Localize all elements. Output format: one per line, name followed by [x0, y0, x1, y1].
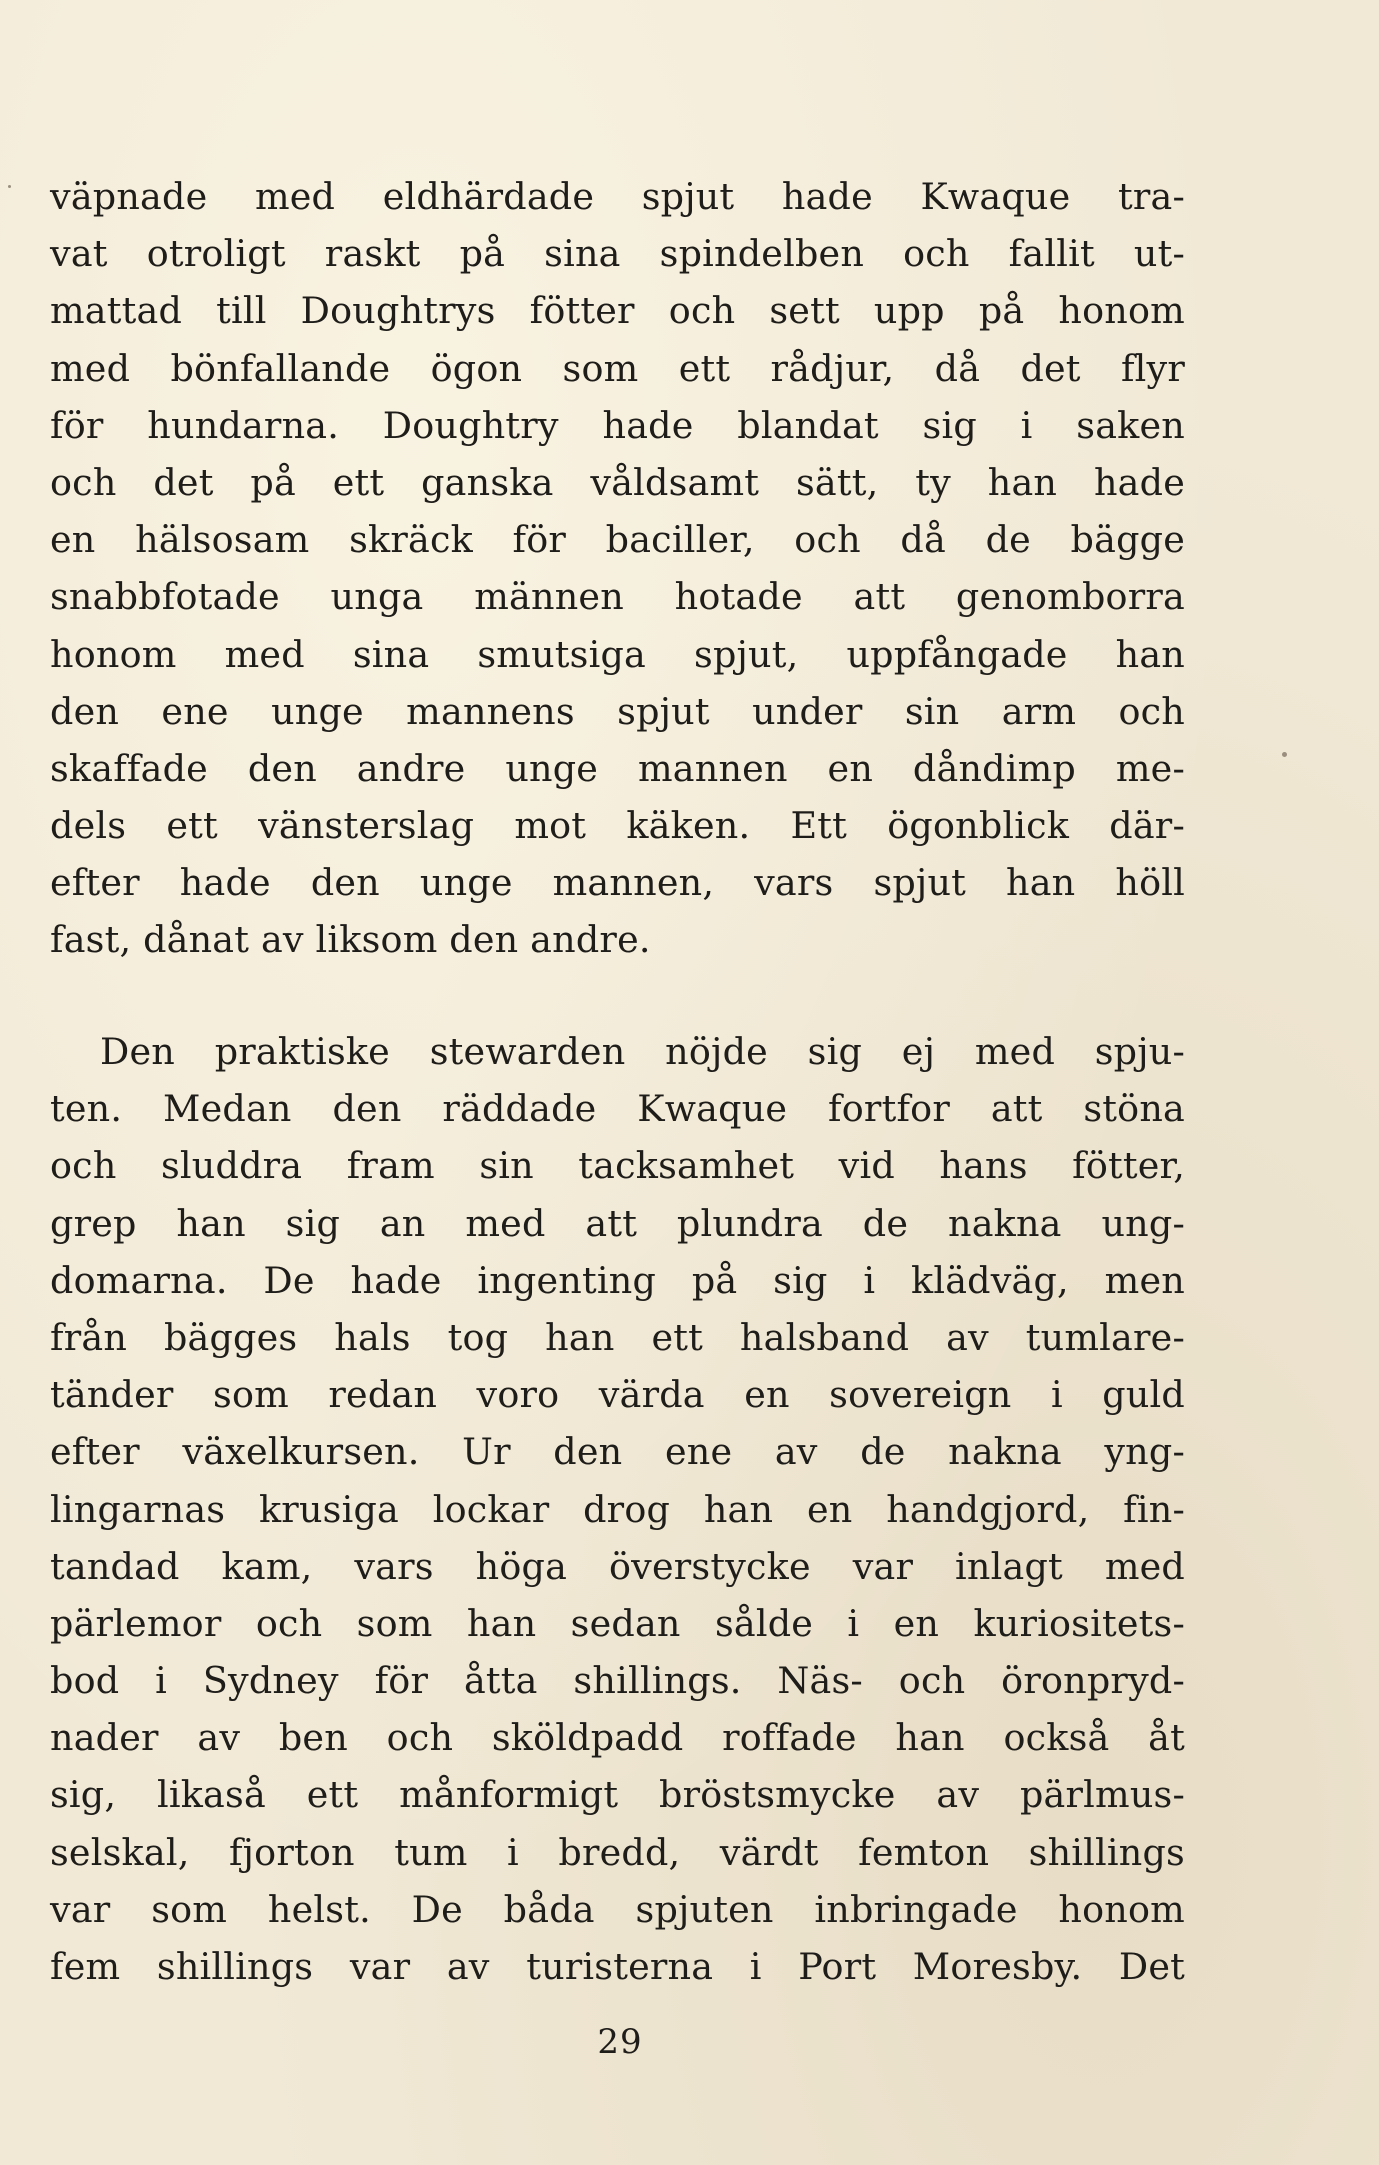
- text-line: väpnade med eldhärdade spjut hade Kwaque tra-: [50, 175, 1185, 218]
- text-line: domarna. De hade ingenting på sig i klädväg, men: [50, 1258, 1185, 1302]
- text-line: efter växelkursen. Ur den ene av de nakna yng-: [50, 1430, 1185, 1474]
- text-line: snabbfotade unga männen hotade att genomborra: [50, 575, 1185, 619]
- paragraph-1: [50, 168, 1185, 969]
- text-line: bod i Sydney för åtta shillings. Näs- och öronpryd-: [50, 1659, 1185, 1703]
- text-line: fast, dånat av liksom den andre.: [50, 918, 651, 962]
- text-line: en hälsosam skräck för baciller, och då de bägge: [50, 518, 1185, 562]
- text-line: ten. Medan den räddade Kwaque fortfor att stöna: [50, 1087, 1185, 1131]
- text-line: vat otroligt raskt på sina spindelben och fallit ut-: [50, 232, 1185, 276]
- text-line: selskal, fjorton tum i bredd, värdt femton shillings: [50, 1830, 1185, 1874]
- text-line: fem shillings var av turisterna i Port Moresby. Det: [50, 1945, 1185, 1988]
- text-line: dels ett vänsterslag mot käken. Ett ögonblick där-: [50, 804, 1185, 848]
- paragraph-2: [50, 1023, 1185, 1995]
- text-line: honom med sina smutsiga spjut, uppfångade han: [50, 632, 1185, 676]
- text-line: lingarnas krusiga lockar drog han en handgjord, fin-: [50, 1487, 1185, 1531]
- text-line: Den praktiske stewarden nöjde sig ej med spju-: [100, 1030, 1185, 1073]
- text-line: och sluddra fram sin tacksamhet vid hans fötter,: [50, 1144, 1185, 1188]
- text-line: den ene unge mannens spjut under sin arm och: [50, 689, 1185, 733]
- page-number: 29: [597, 2022, 643, 2062]
- text-line: var som helst. De båda spjuten inbringade honom: [50, 1887, 1185, 1931]
- text-line: nader av ben och sköldpadd roffade han också åt: [50, 1716, 1185, 1760]
- text-line: efter hade den unge mannen, vars spjut han höll: [50, 861, 1185, 905]
- text-line: tandad kam, vars höga överstycke var inlagt med: [50, 1544, 1185, 1588]
- text-line: pärlemor och som han sedan sålde i en kuriositets-: [50, 1601, 1185, 1645]
- text-line: tänder som redan voro värda en sovereign i guld: [50, 1373, 1185, 1417]
- text-line: sig, likaså ett månformigt bröstsmycke av pärlmus-: [50, 1773, 1185, 1817]
- text-line: och det på ett ganska våldsamt sätt, ty han hade: [50, 460, 1185, 504]
- text-line: för hundarna. Doughtry hade blandat sig i saken: [50, 403, 1185, 447]
- paper-speck: [8, 185, 11, 188]
- text-line: mattad till Doughtrys fötter och sett upp på honom: [50, 289, 1185, 333]
- text-line: från bägges hals tog han ett halsband av tumlare-: [50, 1315, 1185, 1359]
- text-line: skaffade den andre unge mannen en dåndimp me-: [50, 746, 1185, 790]
- text-line: med bönfallande ögon som ett rådjur, då det flyr: [50, 346, 1185, 390]
- text-line: grep han sig an med att plundra de nakna ung-: [50, 1201, 1185, 1245]
- paper-speck: [1282, 752, 1287, 757]
